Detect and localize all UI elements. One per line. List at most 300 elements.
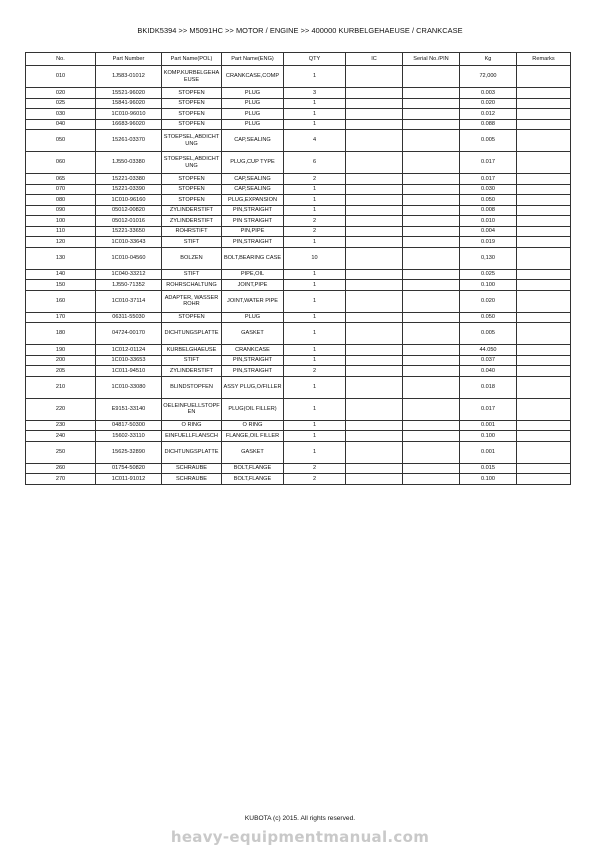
cell-no: 150 (26, 280, 96, 291)
column-header-remarks: Remarks (517, 53, 571, 66)
cell-remarks (517, 130, 571, 152)
cell-ic (346, 323, 403, 345)
cell-kg: 0.040 (460, 366, 517, 377)
cell-serial (403, 195, 460, 206)
cell-part-name-pol: STIFT (162, 237, 222, 248)
cell-serial (403, 431, 460, 442)
cell-remarks (517, 376, 571, 398)
cell-part-name-eng: BOLT,FLANGE (222, 474, 284, 485)
cell-qty: 1 (284, 205, 346, 216)
cell-ic (346, 109, 403, 120)
cell-remarks (517, 269, 571, 280)
table-row (26, 420, 571, 431)
cell-part-name-pol: STOPFEN (162, 109, 222, 120)
cell-part-name-eng: CRANKCASE (222, 345, 284, 356)
cell-qty: 2 (284, 474, 346, 485)
cell-part-name-eng: CAP,SEALING (222, 174, 284, 185)
cell-serial (403, 312, 460, 323)
column-header-part-number: Part Number (96, 53, 162, 66)
cell-ic (346, 290, 403, 312)
cell-part-number: 1J550-03380 (96, 152, 162, 174)
table-row (26, 184, 571, 195)
column-header-kg: Kg (460, 53, 517, 66)
cell-ic (346, 376, 403, 398)
cell-kg: 0.100 (460, 280, 517, 291)
cell-no: 230 (26, 420, 96, 431)
cell-no: 020 (26, 88, 96, 99)
cell-no: 100 (26, 216, 96, 227)
cell-serial (403, 474, 460, 485)
cell-part-number: 01754-50820 (96, 463, 162, 474)
table-row (26, 226, 571, 237)
cell-no: 040 (26, 119, 96, 130)
cell-part-number: 1C010-33080 (96, 376, 162, 398)
table-row (26, 345, 571, 356)
cell-no: 065 (26, 174, 96, 185)
cell-part-number: 1C010-96010 (96, 109, 162, 120)
cell-ic (346, 88, 403, 99)
cell-part-name-pol: STIFT (162, 355, 222, 366)
table-row (26, 66, 571, 88)
cell-qty: 2 (284, 174, 346, 185)
cell-part-number: 15221-03390 (96, 184, 162, 195)
cell-kg: 0.100 (460, 474, 517, 485)
cell-serial (403, 323, 460, 345)
table-row (26, 290, 571, 312)
table-row (26, 441, 571, 463)
cell-part-name-pol: SCHRAUBE (162, 474, 222, 485)
cell-part-number: 1C010-96160 (96, 195, 162, 206)
cell-kg: 0.050 (460, 195, 517, 206)
cell-no: 140 (26, 269, 96, 280)
cell-ic (346, 226, 403, 237)
cell-remarks (517, 431, 571, 442)
table-header-row (26, 53, 571, 66)
table-body (26, 66, 571, 485)
cell-part-name-eng: GASKET (222, 441, 284, 463)
cell-part-name-pol: BOLZEN (162, 247, 222, 269)
cell-kg: 0.004 (460, 226, 517, 237)
cell-part-name-eng: PIN,PIPE (222, 226, 284, 237)
cell-serial (403, 366, 460, 377)
cell-remarks (517, 109, 571, 120)
table-row (26, 376, 571, 398)
cell-remarks (517, 152, 571, 174)
cell-part-name-eng: PIN STRAIGHT (222, 216, 284, 227)
cell-kg: 0.025 (460, 269, 517, 280)
cell-part-number: 15521-96020 (96, 88, 162, 99)
cell-no: 200 (26, 355, 96, 366)
cell-remarks (517, 463, 571, 474)
cell-qty: 6 (284, 152, 346, 174)
cell-part-name-eng: PLUG,CUP TYPE (222, 152, 284, 174)
cell-no: 080 (26, 195, 96, 206)
column-header-no: No. (26, 53, 96, 66)
cell-remarks (517, 312, 571, 323)
cell-part-name-pol: STIFT (162, 269, 222, 280)
cell-part-number: 1C012-01124 (96, 345, 162, 356)
cell-serial (403, 420, 460, 431)
cell-remarks (517, 226, 571, 237)
cell-part-name-eng: FLANGE,OIL FILLER (222, 431, 284, 442)
cell-kg: 0.005 (460, 323, 517, 345)
cell-part-name-eng: CAP,SEALING (222, 184, 284, 195)
cell-part-name-pol: STOEPSEL,ABDICHTUNG (162, 130, 222, 152)
cell-part-name-pol: ZYLINDERSTIFT (162, 216, 222, 227)
cell-serial (403, 184, 460, 195)
cell-part-name-pol: STOPFEN (162, 184, 222, 195)
cell-qty: 1 (284, 269, 346, 280)
cell-part-name-eng: BOLT,FLANGE (222, 463, 284, 474)
cell-kg: 0.030 (460, 184, 517, 195)
cell-ic (346, 366, 403, 377)
cell-no: 180 (26, 323, 96, 345)
table-row (26, 280, 571, 291)
cell-qty: 1 (284, 312, 346, 323)
table-row (26, 474, 571, 485)
cell-kg: 0.015 (460, 463, 517, 474)
cell-ic (346, 431, 403, 442)
table-row (26, 323, 571, 345)
cell-qty: 3 (284, 88, 346, 99)
cell-qty: 1 (284, 420, 346, 431)
table-row (26, 119, 571, 130)
cell-ic (346, 195, 403, 206)
cell-no: 050 (26, 130, 96, 152)
cell-remarks (517, 280, 571, 291)
cell-ic (346, 280, 403, 291)
table-row (26, 109, 571, 120)
cell-part-name-eng: CAP,SEALING (222, 130, 284, 152)
cell-serial (403, 345, 460, 356)
cell-part-name-pol: ROHRSTIFT (162, 226, 222, 237)
cell-serial (403, 205, 460, 216)
cell-part-name-pol: ADAPTER, WASSERROHR (162, 290, 222, 312)
cell-part-name-pol: O RING (162, 420, 222, 431)
cell-part-name-eng: PIN,STRAIGHT (222, 237, 284, 248)
table-row (26, 216, 571, 227)
table-row (26, 205, 571, 216)
cell-remarks (517, 247, 571, 269)
cell-part-number: 1J583-01012 (96, 66, 162, 88)
cell-no: 160 (26, 290, 96, 312)
cell-remarks (517, 195, 571, 206)
cell-remarks (517, 184, 571, 195)
cell-kg: 0.020 (460, 290, 517, 312)
cell-qty: 2 (284, 366, 346, 377)
cell-qty: 1 (284, 398, 346, 420)
cell-part-name-pol: STOPFEN (162, 312, 222, 323)
cell-part-number: 05012-00820 (96, 205, 162, 216)
table-row (26, 355, 571, 366)
cell-part-name-eng: PLUG (222, 88, 284, 99)
cell-ic (346, 130, 403, 152)
cell-no: 030 (26, 109, 96, 120)
cell-part-number: 06311-55030 (96, 312, 162, 323)
cell-serial (403, 247, 460, 269)
cell-part-name-eng: PLUG (222, 109, 284, 120)
cell-ic (346, 269, 403, 280)
cell-kg: 0.001 (460, 441, 517, 463)
cell-ic (346, 345, 403, 356)
table-row (26, 398, 571, 420)
cell-serial (403, 109, 460, 120)
page-header: BKIDK5394 >> M5091HC >> MOTOR / ENGINE >> 400000 KURBELGEHAEUSE / CRANKCASE (137, 26, 463, 35)
table-row (26, 269, 571, 280)
cell-part-number: E9151-33140 (96, 398, 162, 420)
cell-qty: 10 (284, 247, 346, 269)
cell-no: 250 (26, 441, 96, 463)
cell-no: 060 (26, 152, 96, 174)
cell-part-name-pol: BLINDSTOPFEN (162, 376, 222, 398)
cell-qty: 1 (284, 195, 346, 206)
watermark: heavy-equipmentmanual.com (170, 828, 430, 846)
cell-ic (346, 216, 403, 227)
cell-serial (403, 216, 460, 227)
cell-serial (403, 119, 460, 130)
cell-remarks (517, 119, 571, 130)
cell-no: 070 (26, 184, 96, 195)
cell-serial (403, 152, 460, 174)
cell-remarks (517, 398, 571, 420)
cell-kg: 0.008 (460, 205, 517, 216)
cell-part-name-pol: KOMP.KURBELGEHAEUSE (162, 66, 222, 88)
cell-kg: 0.018 (460, 376, 517, 398)
cell-part-number: 05012-01016 (96, 216, 162, 227)
cell-part-name-eng: GASKET (222, 323, 284, 345)
cell-ic (346, 474, 403, 485)
cell-kg: 0,130 (460, 247, 517, 269)
cell-part-number: 15841-96020 (96, 98, 162, 109)
cell-remarks (517, 366, 571, 377)
cell-no: 210 (26, 376, 96, 398)
table-row (26, 366, 571, 377)
cell-serial (403, 441, 460, 463)
cell-remarks (517, 290, 571, 312)
cell-serial (403, 98, 460, 109)
table-row (26, 174, 571, 185)
cell-serial (403, 174, 460, 185)
copyright-footer: KUBOTA (c) 2015. All rights reserved. (244, 815, 356, 822)
cell-part-name-eng: PIN,STRAIGHT (222, 205, 284, 216)
cell-qty: 1 (284, 184, 346, 195)
cell-serial (403, 130, 460, 152)
cell-no: 260 (26, 463, 96, 474)
cell-part-name-eng: BOLT,BEARING CASE (222, 247, 284, 269)
table-row (26, 237, 571, 248)
cell-no: 170 (26, 312, 96, 323)
column-header-serial: Serial No./PIN (403, 53, 460, 66)
cell-serial (403, 376, 460, 398)
cell-remarks (517, 98, 571, 109)
cell-part-name-pol: OELEINFUELLSTOPFEN (162, 398, 222, 420)
cell-ic (346, 119, 403, 130)
cell-part-name-eng: PIPE,OIL (222, 269, 284, 280)
cell-no: 010 (26, 66, 96, 88)
cell-qty: 1 (284, 376, 346, 398)
cell-kg: 44.050 (460, 345, 517, 356)
cell-part-number: 04724-00170 (96, 323, 162, 345)
table-row (26, 431, 571, 442)
cell-remarks (517, 237, 571, 248)
cell-kg: 0.017 (460, 398, 517, 420)
cell-part-number: 1C010-33643 (96, 237, 162, 248)
cell-remarks (517, 441, 571, 463)
cell-qty: 1 (284, 345, 346, 356)
cell-qty: 1 (284, 355, 346, 366)
cell-remarks (517, 355, 571, 366)
cell-part-name-pol: STOPFEN (162, 98, 222, 109)
cell-part-name-eng: PIN,STRAIGHT (222, 355, 284, 366)
cell-ic (346, 312, 403, 323)
cell-qty: 2 (284, 216, 346, 227)
column-header-qty: QTY (284, 53, 346, 66)
cell-qty: 2 (284, 226, 346, 237)
cell-part-name-pol: STOPFEN (162, 119, 222, 130)
cell-qty: 1 (284, 323, 346, 345)
cell-remarks (517, 205, 571, 216)
cell-part-number: 15221-03380 (96, 174, 162, 185)
cell-part-name-pol: STOPFEN (162, 88, 222, 99)
cell-serial (403, 237, 460, 248)
table-row (26, 463, 571, 474)
cell-part-name-pol: DICHTUNGSPLATTE (162, 441, 222, 463)
cell-no: 130 (26, 247, 96, 269)
cell-kg: 0.050 (460, 312, 517, 323)
cell-part-number: 16683-96020 (96, 119, 162, 130)
cell-part-number: 15221-33650 (96, 226, 162, 237)
table-row (26, 152, 571, 174)
cell-part-name-pol: KURBELGHAEUSE (162, 345, 222, 356)
cell-ic (346, 355, 403, 366)
cell-kg: 0.100 (460, 431, 517, 442)
cell-kg: 0.005 (460, 130, 517, 152)
cell-ic (346, 205, 403, 216)
cell-part-number: 04817-50300 (96, 420, 162, 431)
cell-ic (346, 237, 403, 248)
cell-part-number: 1C011-91012 (96, 474, 162, 485)
cell-serial (403, 226, 460, 237)
cell-ic (346, 441, 403, 463)
cell-qty: 1 (284, 290, 346, 312)
cell-kg: 0.010 (460, 216, 517, 227)
cell-kg: 0.019 (460, 237, 517, 248)
cell-part-number: 1C010-37114 (96, 290, 162, 312)
cell-kg: 0.017 (460, 174, 517, 185)
cell-no: 025 (26, 98, 96, 109)
cell-no: 205 (26, 366, 96, 377)
cell-part-number: 1C010-33653 (96, 355, 162, 366)
cell-ic (346, 66, 403, 88)
column-header-part-name-pol: Part Name(POL) (162, 53, 222, 66)
cell-remarks (517, 474, 571, 485)
cell-part-name-eng: PLUG(OIL FILLER) (222, 398, 284, 420)
cell-part-number: 15261-03370 (96, 130, 162, 152)
cell-part-number: 1J550-71352 (96, 280, 162, 291)
cell-qty: 1 (284, 98, 346, 109)
cell-ic (346, 420, 403, 431)
cell-part-name-pol: EINFUELLFLANSCH (162, 431, 222, 442)
cell-remarks (517, 88, 571, 99)
cell-serial (403, 398, 460, 420)
cell-ic (346, 98, 403, 109)
cell-qty: 1 (284, 237, 346, 248)
table-row (26, 247, 571, 269)
cell-no: 220 (26, 398, 96, 420)
cell-part-name-eng: PLUG (222, 312, 284, 323)
cell-serial (403, 88, 460, 99)
parts-table (25, 52, 571, 485)
cell-remarks (517, 66, 571, 88)
table-row (26, 195, 571, 206)
cell-part-number: 15602-33110 (96, 431, 162, 442)
cell-kg: 0.017 (460, 152, 517, 174)
cell-qty: 1 (284, 119, 346, 130)
cell-part-name-eng: ASSY PLUG,O/FILLER (222, 376, 284, 398)
cell-kg: 0.012 (460, 109, 517, 120)
cell-serial (403, 463, 460, 474)
cell-part-name-pol: SCHRAUBE (162, 463, 222, 474)
cell-part-name-pol: DICHTUNGSPLATTE (162, 323, 222, 345)
cell-part-name-pol: ZYLINDERSTIFT (162, 205, 222, 216)
cell-serial (403, 280, 460, 291)
cell-remarks (517, 174, 571, 185)
cell-kg: 0.037 (460, 355, 517, 366)
cell-part-name-eng: PLUG (222, 119, 284, 130)
cell-qty: 4 (284, 130, 346, 152)
cell-part-name-eng: JOINT,WATER PIPE (222, 290, 284, 312)
cell-no: 190 (26, 345, 96, 356)
table-row (26, 312, 571, 323)
cell-part-name-pol: ZYLINDERSTIFT (162, 366, 222, 377)
cell-part-number: 1C010-04560 (96, 247, 162, 269)
cell-kg: 72,000 (460, 66, 517, 88)
cell-remarks (517, 345, 571, 356)
cell-ic (346, 398, 403, 420)
cell-ic (346, 463, 403, 474)
cell-part-number: 1C011-94510 (96, 366, 162, 377)
cell-part-name-eng: PLUG (222, 98, 284, 109)
cell-no: 120 (26, 237, 96, 248)
cell-ic (346, 247, 403, 269)
column-header-part-name-eng: Part Name(ENG) (222, 53, 284, 66)
cell-ic (346, 152, 403, 174)
cell-kg: 0.001 (460, 420, 517, 431)
cell-serial (403, 290, 460, 312)
cell-remarks (517, 420, 571, 431)
cell-part-name-pol: STOPFEN (162, 174, 222, 185)
cell-serial (403, 66, 460, 88)
cell-no: 270 (26, 474, 96, 485)
cell-no: 240 (26, 431, 96, 442)
cell-no: 090 (26, 205, 96, 216)
cell-serial (403, 269, 460, 280)
cell-qty: 1 (284, 441, 346, 463)
cell-ic (346, 174, 403, 185)
cell-part-name-pol: STOPFEN (162, 195, 222, 206)
cell-ic (346, 184, 403, 195)
cell-qty: 1 (284, 280, 346, 291)
cell-qty: 1 (284, 109, 346, 120)
cell-qty: 1 (284, 431, 346, 442)
cell-kg: 0.003 (460, 88, 517, 99)
cell-qty: 1 (284, 66, 346, 88)
cell-remarks (517, 216, 571, 227)
cell-part-name-pol: STOEPSEL,ABDICHTUNG (162, 152, 222, 174)
table-row (26, 98, 571, 109)
cell-qty: 2 (284, 463, 346, 474)
cell-part-name-eng: O RING (222, 420, 284, 431)
